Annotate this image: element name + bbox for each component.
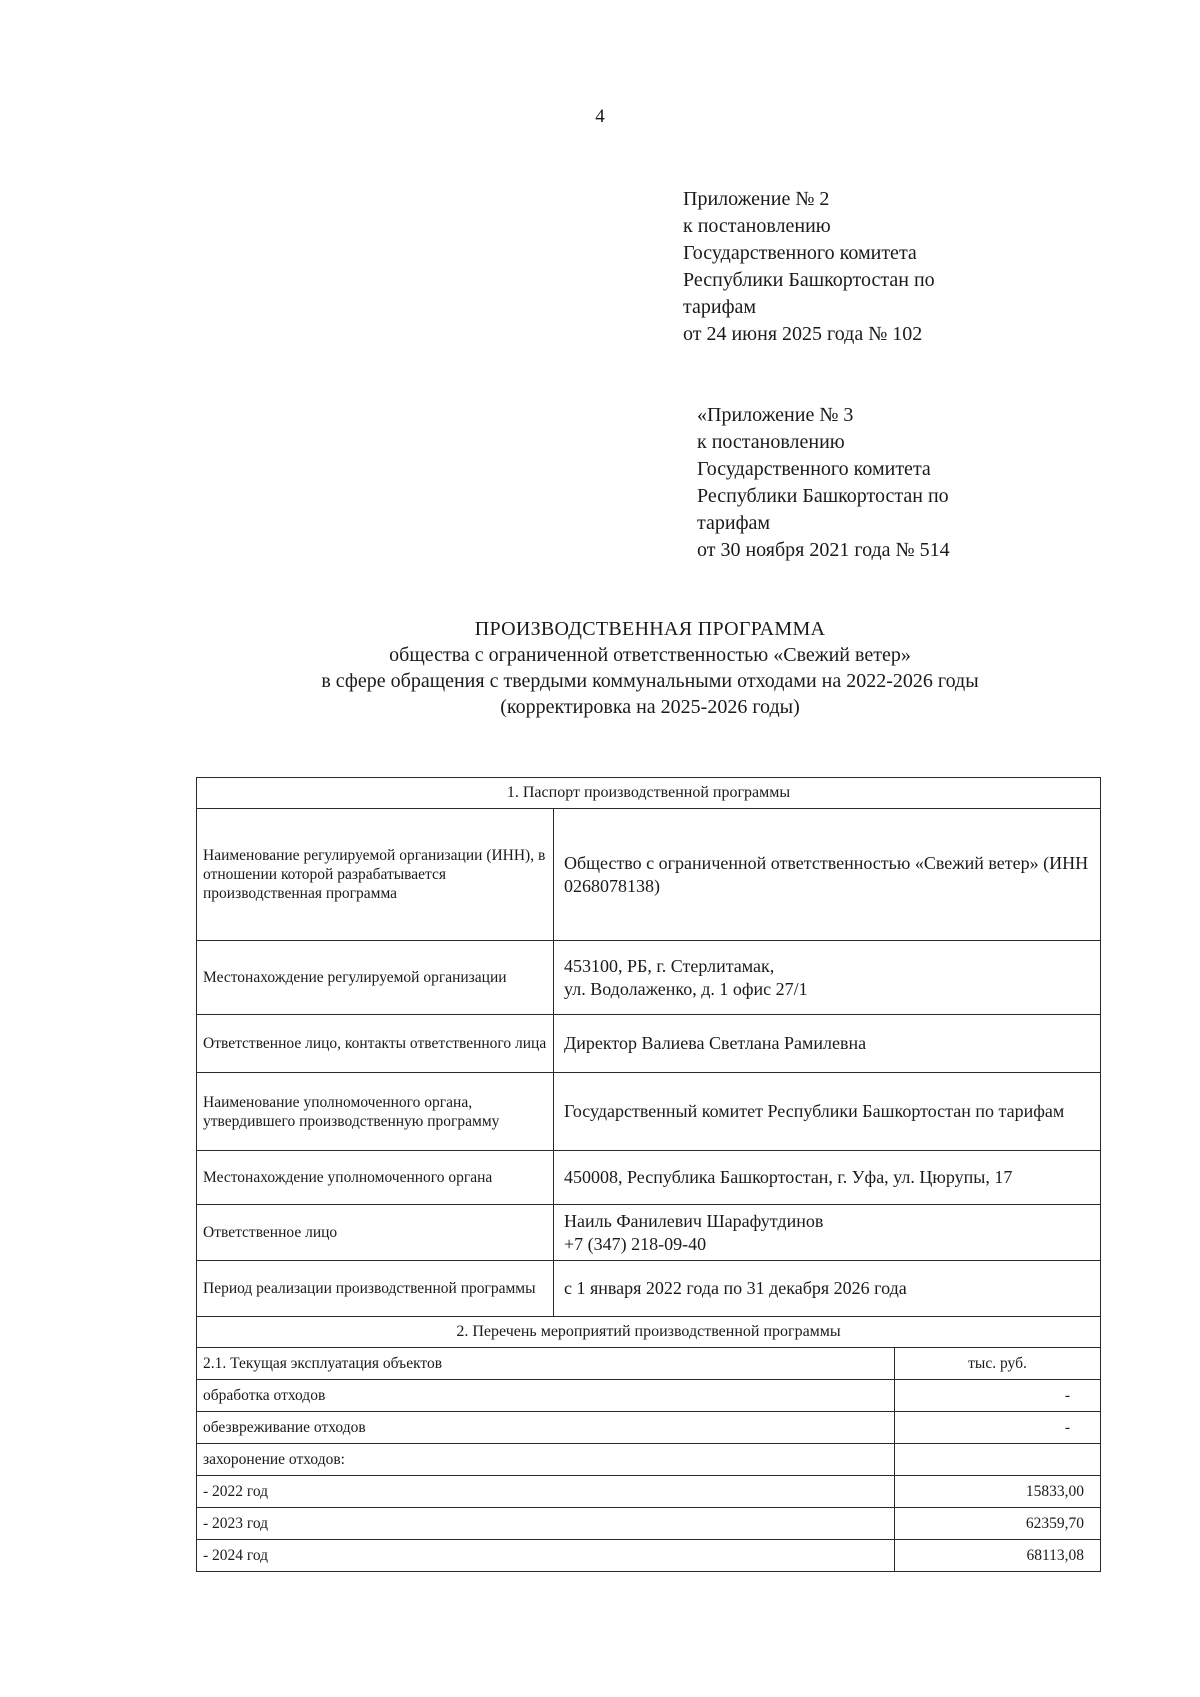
appendix-2-line: Республики Башкортостан по <box>683 269 935 291</box>
activity-label: - 2022 год <box>197 1476 895 1508</box>
appendix-3-line: тарифам <box>697 512 771 534</box>
passport-row <box>197 941 1101 1015</box>
appendix-3-line: Государственного комитета <box>697 458 931 480</box>
passport-row <box>197 1151 1101 1205</box>
title-line-1: ПРОИЗВОДСТВЕННАЯ ПРОГРАММА <box>474 618 826 640</box>
activity-row <box>197 1412 1101 1444</box>
activity-value: - <box>895 1412 1101 1444</box>
passport-value <box>554 941 1101 1015</box>
passport-row <box>197 809 1101 941</box>
section-1-header-row <box>197 778 1101 809</box>
activity-row <box>197 1444 1101 1476</box>
activity-row <box>197 1380 1101 1412</box>
activity-label: захоронение отходов: <box>197 1444 895 1476</box>
passport-value: с 1 января 2022 года по 31 декабря 2026 года <box>554 1261 1101 1317</box>
passport-row <box>197 1073 1101 1151</box>
passport-value: Директор Валиева Светлана Рамилевна <box>554 1015 1101 1073</box>
activity-value: 62359,70 <box>895 1508 1101 1540</box>
appendix-2-line: Приложение № 2 <box>683 188 830 210</box>
passport-value: 450008, Республика Башкортостан, г. Уфа, ул. Цюрупы, 17 <box>554 1151 1101 1205</box>
passport-label: Ответственное лицо, контакты ответственного лица <box>197 1015 554 1073</box>
passport-row <box>197 1205 1101 1261</box>
activity-value: - <box>895 1380 1101 1412</box>
activity-label: - 2023 год <box>197 1508 895 1540</box>
passport-value-line: ул. Водолаженко, д. 1 офис 27/1 <box>564 978 808 999</box>
title-line-3: в сфере обращения с твердыми коммунальными отходами на 2022-2026 годы <box>321 670 979 692</box>
title-line-2: общества с ограниченной ответственностью «Свежий ветер» <box>389 644 911 666</box>
passport-label: Местонахождение уполномоченного органа <box>197 1151 554 1205</box>
appendix-3-block <box>697 402 1037 564</box>
activities-header-label: 2.1. Текущая эксплуатация объектов <box>197 1348 895 1380</box>
passport-value-line: 453100, РБ, г. Стерлитамак, <box>564 955 775 976</box>
passport-label: Местонахождение регулируемой организации <box>197 941 554 1015</box>
activity-row <box>197 1540 1101 1572</box>
appendix-3-line: от 30 ноября 2021 года № 514 <box>697 539 950 561</box>
activity-row <box>197 1508 1101 1540</box>
activity-value: 68113,08 <box>895 1540 1101 1572</box>
document-title <box>140 616 1160 720</box>
passport-value: Государственный комитет Республики Башкортостан по тарифам <box>554 1073 1101 1151</box>
passport-row <box>197 1015 1101 1073</box>
passport-value-line: +7 (347) 218-09-40 <box>564 1233 707 1254</box>
activities-header-unit: тыс. руб. <box>895 1348 1101 1380</box>
activity-label: обработка отходов <box>197 1380 895 1412</box>
passport-label: Наименование регулируемой организации (ИНН), в отношении которой разрабатывается производственная программа <box>197 809 554 941</box>
appendix-3-line: Республики Башкортостан по <box>697 485 949 507</box>
activity-label: обезвреживание отходов <box>197 1412 895 1444</box>
appendix-2-line: от 24 июня 2025 года № 102 <box>683 323 923 345</box>
title-line-4: (корректировка на 2025-2026 годы) <box>500 696 800 718</box>
appendix-3-line: к постановлению <box>697 431 845 453</box>
appendix-2-line: тарифам <box>683 296 757 318</box>
section-2-title: 2. Перечень мероприятий производственной программы <box>197 1317 1101 1348</box>
passport-value <box>554 1205 1101 1261</box>
activity-value: 15833,00 <box>895 1476 1101 1508</box>
passport-label: Наименование уполномоченного органа, утвердившего производственную программу <box>197 1073 554 1151</box>
page-number: 4 <box>595 106 605 127</box>
appendix-2-line: к постановлению <box>683 215 831 237</box>
passport-value: Общество с ограниченной ответственностью «Свежий ветер» (ИНН 0268078138) <box>554 809 1101 941</box>
passport-row <box>197 1261 1101 1317</box>
section-2-header-row <box>197 1317 1101 1348</box>
passport-label: Период реализации производственной программы <box>197 1261 554 1317</box>
activity-row <box>197 1476 1101 1508</box>
activity-value <box>895 1444 1101 1476</box>
passport-value-line: Наиль Фанилевич Шарафутдинов <box>564 1210 824 1231</box>
activity-label: - 2024 год <box>197 1540 895 1572</box>
activities-header-row <box>197 1348 1101 1380</box>
production-program-table <box>196 777 1101 1572</box>
section-1-title: 1. Паспорт производственной программы <box>197 778 1101 809</box>
appendix-3-line: «Приложение № 3 <box>697 404 854 426</box>
passport-label: Ответственное лицо <box>197 1205 554 1261</box>
appendix-2-block <box>683 186 1023 348</box>
appendix-2-line: Государственного комитета <box>683 242 917 264</box>
